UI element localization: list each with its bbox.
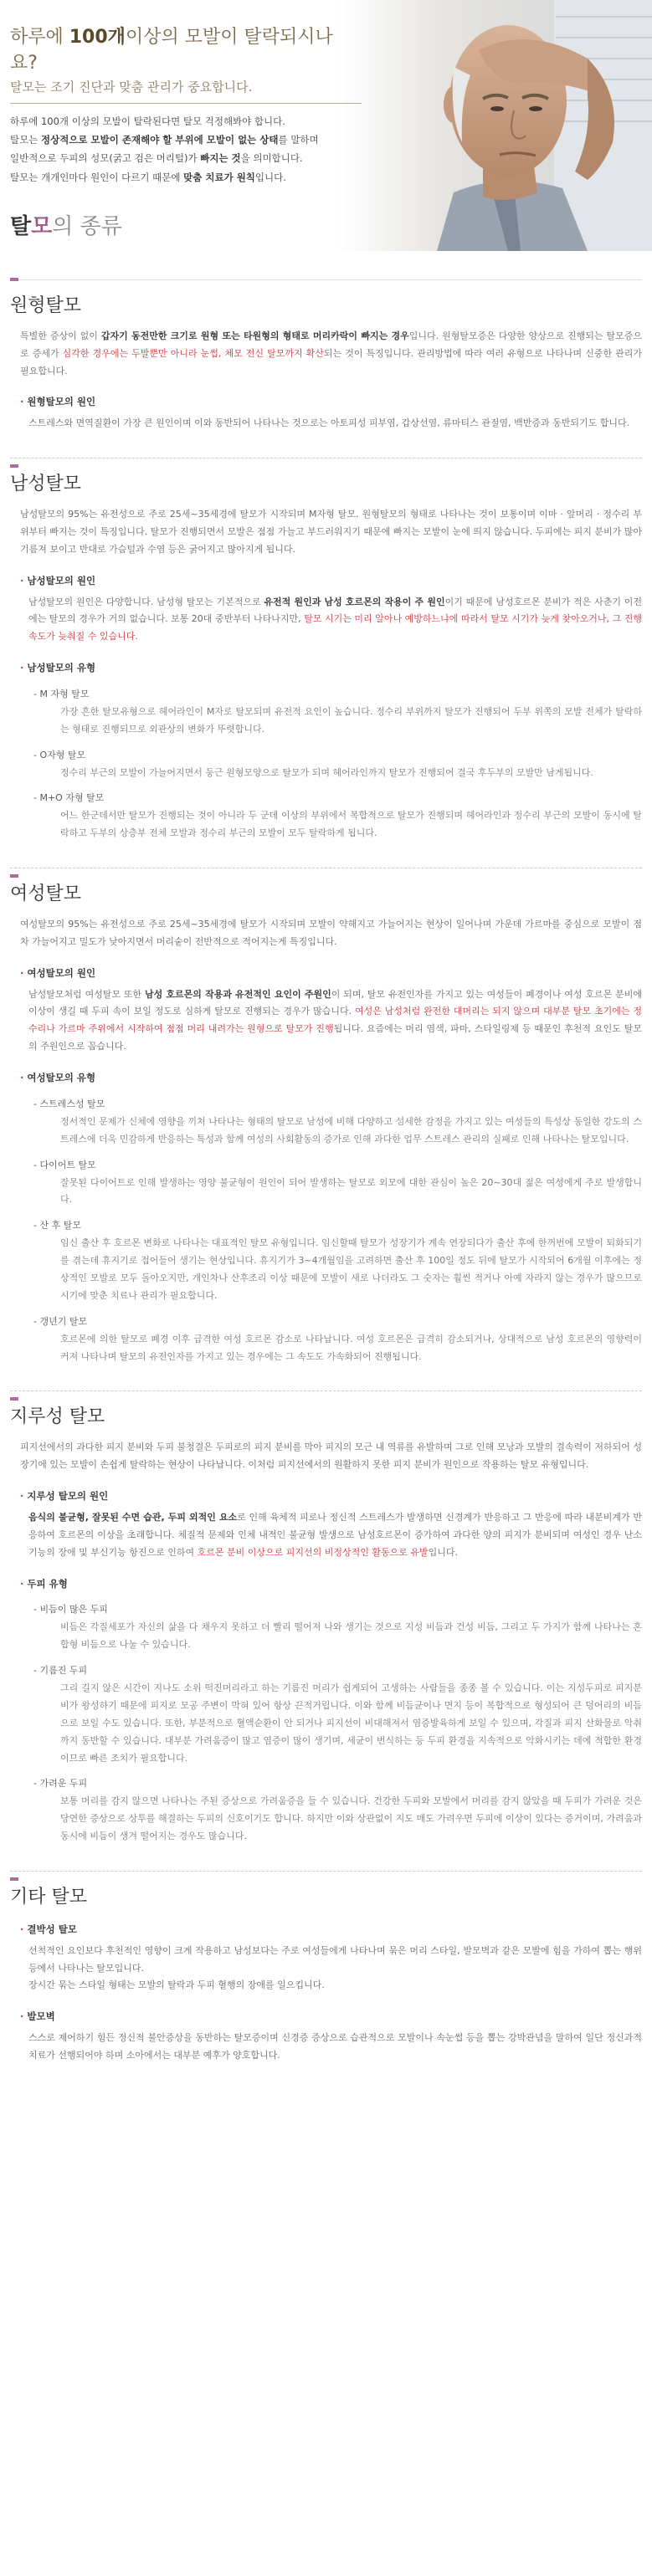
type-heading: - 다이어트 탈모 xyxy=(33,1159,96,1170)
subsection-body xyxy=(10,986,642,1057)
s4-cause-a: 음식의 불균형, 잘못된 수면 습관, 두피 외적인 요소 xyxy=(28,1511,238,1523)
s1-body-c: 입니다. 원형탈모증은 다양한 양상으로 진행되는 탈모증으로 증세가 xyxy=(20,330,642,359)
section-female-hair-loss xyxy=(0,877,652,1391)
type-body: 비듬은 각질세포가 자신의 삶을 다 채우지 못하고 더 빨리 떨어져 나와 생기는 것으로 지성 비듬과 건성 비듬, 그리고 두 가지가 함께 나타나는 혼합형 비듬으로 나눌 수 있습니다. xyxy=(60,1621,642,1651)
s1-cause-heading: 원형탈모의 원인 xyxy=(27,396,96,408)
bullet-icon: · xyxy=(20,1072,24,1084)
kinds-heading-c: 의 종류 xyxy=(52,214,122,239)
man-holding-head-image xyxy=(336,0,652,251)
type-heading: - M+O 자형 탈모 xyxy=(33,792,105,804)
bullet-icon: · xyxy=(20,396,24,408)
s1-body-b: 갑자기 동전만한 크기로 원형 또는 타원형의 형태로 머리카락이 빠지는 경우 xyxy=(100,330,409,341)
type-heading: - O자형 탈모 xyxy=(33,749,86,761)
kinds-heading-a: 탈 xyxy=(10,214,32,239)
section-divider xyxy=(10,279,642,280)
type-heading: - 산 후 탈모 xyxy=(33,1220,81,1232)
hero-line-3-c: 을 의미합니다. xyxy=(240,152,303,165)
s5-item-1-heading: 발모벽 xyxy=(27,2010,55,2023)
section-title: 원형탈모 xyxy=(10,295,82,316)
s3-cause-b: 남성 호르몬의 작용과 유전적인 요인이 주원인 xyxy=(145,988,331,1000)
s1-body-a: 특별한 증상이 없이 xyxy=(20,330,101,341)
bullet-icon: · xyxy=(20,1923,24,1935)
bullet-icon: · xyxy=(20,966,24,979)
section-body: 피지선에서의 과다한 피지 분비와 두피 불청결은 두피로의 피지 분비를 막아 피지의 모근 내 역류를 유발하며 그로 인해 모낭과 모발의 결속력이 저하되어 성장기에 있는 모발이 손쉽게 탈락하는 현상이 나타납니다. 이처럼 피지선에서의 원활하지 못한 피지 분비가 원인으로 작용하는 탈모 유형입니다. xyxy=(20,1442,642,1471)
hero-body xyxy=(10,112,353,187)
hero-line-3-b: 빠지는 것 xyxy=(200,152,241,165)
type-body: 정수리 부근의 모발이 가늘어지면서 둥근 원형모양으로 탈모가 되며 헤어라인까지 탈모가 진행되어 결국 후두부의 모발만 남게됩니다. xyxy=(60,766,593,778)
s4-cause-d: 입니다. xyxy=(428,1546,459,1558)
subsection-body: 장시간 묶는 스타일 형태는 모발의 탈락과 두피 혈행의 장애를 일으킵니다. xyxy=(28,1979,325,1991)
section-body: 여성탈모의 95%는 유전성으로 주로 25세~35세경에 탈모가 시작되며 모발이 약해지고 가늘어지는 현상이 일어나며 가운데 가르마를 중심으로 모발이 점차 가늘어지고 밀도가 낮아지면서 머리숱이 전반적으로 적어지는게 특징입니다. xyxy=(20,918,642,947)
kinds-heading xyxy=(10,213,122,242)
section-separator xyxy=(10,1390,642,1391)
section-body: 남성탈모의 95%는 유전성으로 주로 25세~35세경에 탈모가 시작되며 M자형 탈모. 원형탈모의 형태로 나타나는 것이 보통이며 이마 · 앞머리 · 정수리 부위부터 빠지는 것이 특징입니다. 탈모가 진행되면서 모발은 점점 가늘고 부드러워지기 때문에 빠지는 모발이 눈에 띄지 않습니다. 두피에는 피지 분비가 많아 기름져 보이고 반대로 가슴털과 수염 등은 굵어지고 많아지게 됩니다. xyxy=(20,509,642,555)
subsection-body: 스트레스와 면역질환이 가장 큰 원인이며 이와 동반되어 나타나는 것으로는 아토피성 피부염, 갑상선염, 류마티스 관절염, 백반증과 동반되기도 합니다. xyxy=(28,417,630,429)
hero-line-4-b: 맞춤 치료가 원칙 xyxy=(183,171,255,183)
subsection-heading xyxy=(20,393,642,412)
s3-cause-e: 됩니다. 요즘에는 머리 염색, 파마, 스타일링제 등 때문인 후천적 요인도 탈모의 주원인으로 꼽습니다. xyxy=(28,1023,643,1052)
s4-cause-heading: 지루성 탈모의 원인 xyxy=(27,1490,109,1503)
hero-line-3 xyxy=(10,149,353,167)
subsection-heading xyxy=(20,659,642,678)
section-male-hair-loss xyxy=(0,467,652,868)
section-divider-mark xyxy=(10,278,18,281)
type-heading: - 비듬이 많은 두피 xyxy=(33,1604,108,1616)
subsection-heading xyxy=(20,965,642,983)
type-heading: - 갱년기 탈모 xyxy=(33,1315,88,1327)
hero-line-4-c: 입니다. xyxy=(254,171,286,183)
subsection-body: 선척적인 요인보다 후천적인 영향이 크게 작용하고 남성보다는 주로 여성들에게 나타나며 묶은 머리 스타일, 발모벽과 같은 모발에 힘을 가하여 뽑는 행위 등에서 나타나는 탈모입니다. xyxy=(28,1944,642,1974)
s1-body-e: 되는 것이 특징입니다. 관리방법에 따라 여러 유형으로 나타나며 신중한 관리가 필요합니다. xyxy=(20,347,643,376)
subsection-body: 스스로 제어하기 힘든 정신적 불안증상을 동반하는 탈모증이며 신경증 증상으로 습관적으로 모발이나 속눈썹 등을 뽑는 강박관념을 말하여 일단 정신과적 치료가 선행되어야 하며 소아에서는 대부분 예후가 양호합니다. xyxy=(28,2032,642,2061)
hero-line-4-a: 탈모는 개개인마다 원인이 다르기 때문에 xyxy=(10,171,184,183)
type-body: 가장 흔한 탈모유형으로 헤어라인이 M자로 탈모되며 유전적 요인이 높습니다. 정수리 부위까지 탈모가 진행되어 두부 위쪽의 모발 전체가 탈락하는 형태로 진행되므로 외관상의 변화가 뚜렷합니다. xyxy=(60,705,642,735)
s4-cause-b: 로 인해 육체적 피로나 정신적 스트레스가 발생하면 신경계가 반응하고 그 반응에 따라 내분비계가 반응하여 호르몬의 이상을 초래합니다. 체질적 문제와 인체 내적인 불균형 발생으로 남성호르몬이 증가하여 과다한 양의 피지가 분비되며 여성인 경우 난소 기능의 장애 및 부신기능 항진으로 인하여 xyxy=(28,1511,642,1558)
type-body: 호르몬에 의한 탈모로 폐경 이후 급격한 여성 호르몬 감소로 나타납니다. 여성 호르몬은 급격히 감소되거나, 상대적으로 남성 호르몬의 영향력이 커져 나타나며 탈모의 유전인자를 가지고 있는 경우에는 그 속도도 가속화되어 진행됩니다. xyxy=(60,1333,642,1362)
hero xyxy=(0,0,652,251)
hero-line-3-a: 일반적으로 두피의 성모(굵고 검은 머리털)가 xyxy=(10,152,201,165)
hero-line-2 xyxy=(10,131,353,149)
bullet-icon: · xyxy=(20,574,24,586)
hero-line-1: 하루에 100개 이상의 모발이 탈락된다면 탈모 걱정해봐야 합니다. xyxy=(10,115,285,127)
type-body: 보통 머리를 감지 않으면 나타나는 주된 증상으로 가려움증을 들 수 있습니다. 건강한 두피와 모발에서 머리를 감지 않았을 때 두피가 가려운 것은 당연한 증상으로 상투를 해결하는 두피의 신호이기도 합니다. 하지만 이와 상관없이 지도 매도 가려우면 두피에 이상이 있다는 증거이며, 가려움과 동시에 비듬이 생겨 떨어지는 경우도 많습니다. xyxy=(60,1795,642,1842)
s2-types-heading: 남성탈모의 유형 xyxy=(27,662,96,674)
section-title: 지루성 탈모 xyxy=(10,1406,105,1428)
bullet-icon: · xyxy=(20,2010,24,2023)
type-heading: - 가려운 두피 xyxy=(33,1778,88,1790)
bullet-icon: · xyxy=(20,1490,24,1503)
kinds-heading-b: 모 xyxy=(31,214,53,239)
subsection-heading xyxy=(20,1921,642,1939)
type-body: 임신 출산 후 호르몬 변화로 나타나는 대표적인 탈모 유형입니다. 임신할때 탈모가 성장기가 계속 연장되다가 출산 후에 한꺼번에 모발이 퇴화되기를 겪는데 휴지기로 접어들어 생기는 현상입니다. 휴지기가 3~4개월임을 고려하면 출산 후 100일 정도 뒤에 탈모가 시작되어 6개월 이후에는 정상적인 모발로 모두 돌아오지만, 개인차나 산후조리 이상 때문에 모발이 새로 나더라도 그 숫자는 훨씬 적거나 아예 자라지 않는 경우가 많으므로 시기에 맞춘 치료나 관리가 필요합니다. xyxy=(60,1237,642,1301)
hero-divider xyxy=(10,103,362,104)
subsection-body xyxy=(10,1509,642,1562)
hero-title-pre: 하루에 xyxy=(10,27,69,48)
subsection-heading xyxy=(20,1069,642,1088)
subsection-heading xyxy=(20,1488,642,1506)
bullet-icon: · xyxy=(20,662,24,674)
hero-text xyxy=(10,25,353,187)
section-alopecia-areata xyxy=(0,279,652,458)
s3-cause-c: 이 되며, 탈모 유전인자를 가지고 있는 여성들이 폐경이나 여성 호르몬 분비에 이상이 생길 때 두피 속이 보일 정도로 심하게 탈모로 진행되는 경우가 많습니다. xyxy=(28,988,642,1017)
section-body xyxy=(10,328,642,381)
type-heading: - 스트레스성 탈모 xyxy=(33,1098,105,1109)
section-title: 기타 탈모 xyxy=(10,1886,88,1908)
hero-line-2-c: 를 말하며 xyxy=(278,134,319,146)
hero-photo xyxy=(336,0,652,251)
bullet-icon: · xyxy=(20,1577,24,1590)
type-heading: - 기름진 두피 xyxy=(33,1665,88,1677)
s2-cause-a: 남성탈모의 원인은 다양합니다. 남성형 탈모는 기본적으로 xyxy=(28,596,264,607)
hero-title-bold: 100개 xyxy=(69,27,126,48)
hero-line-2-b: 정상적으로 모발이 존재해야 할 부위에 모발이 없는 상태 xyxy=(40,134,279,146)
type-heading: - M 자형 탈모 xyxy=(33,689,90,700)
s4-types-heading: 두피 유형 xyxy=(27,1577,68,1590)
hero-line-2-a: 탈모는 xyxy=(10,134,41,146)
s3-cause-d: 여성은 남성처럼 완전한 대머리는 되지 않으며 대부분 탈모 초기에는 정수리나 가르마 주위에서 시작하여 점점 머리 내려가는 원형으로 탈모가 진행 xyxy=(28,1006,642,1035)
subsection-heading xyxy=(20,572,642,591)
s2-cause-heading: 남성탈모의 원인 xyxy=(27,574,96,586)
section-other-hair-loss xyxy=(0,1880,652,2065)
subsection-body xyxy=(10,594,642,647)
s1-body-d: 심각한 경우에는 두발뿐만 아니라 눈썹, 체모 전신 탈모까지 확산 xyxy=(62,347,324,359)
section-divider-mark xyxy=(10,874,18,878)
hero-subtitle: 탈모는 조기 진단과 맞춤 관리가 중요합니다. xyxy=(10,79,253,95)
section-seborrheic-hair-loss xyxy=(0,1400,652,1872)
subsection-heading xyxy=(20,1575,642,1594)
hero-title-post: 이상의 모발이 탈락되시나요? xyxy=(10,27,333,74)
section-divider-mark xyxy=(10,1397,18,1401)
section-divider-mark xyxy=(10,1877,18,1881)
type-body: 정서적인 문제가 신체에 영향을 끼쳐 나타나는 형태의 탈모로 남성에 비해 다양하고 섬세한 감정을 가지고 있는 여성들의 특성상 동일한 강도의 스트레스에 더욱 민감하게 반응하는 특성과 함께 여성의 사회활동의 증가로 인해 과다한 업무 스트레스 관리의 실패로 인해 나타나는 탈모입니다. xyxy=(60,1115,642,1145)
hero-line-4 xyxy=(10,168,353,187)
section-divider-mark xyxy=(10,464,18,468)
s3-cause-a: 남성탈모처럼 여성탈모 또한 xyxy=(28,988,146,1000)
section-separator xyxy=(10,1871,642,1872)
s3-cause-heading: 여성탈모의 원인 xyxy=(27,966,96,979)
type-body: 잘못된 다이어트로 인해 발생하는 영양 불균형이 원인이 되어 발생하는 탈모로 외모에 대한 관심이 높은 20~30대 젊은 여성에게 주로 발생합니다. xyxy=(60,1176,642,1206)
s5-item-0-heading: 결박성 탈모 xyxy=(27,1923,77,1935)
type-body: 그리 길지 않은 시간이 지나도 소위 떡진머리라고 하는 기름진 머리가 쉽게되어 고생하는 사람들을 종종 볼 수 있습니다. 이는 지성두피로 피지분비가 왕성하기 때문에 피지로 모공 주변이 막혀 있어 항상 끈적거립니다. 이와 함께 비듬균이나 면지 등이 복합적으로 형성되어 큰 덩어리의 비듬으로 보일 수도 있습니다. 또한, 부분적으로 혈액순환이 안 되거나 피지선이 비대해져서 염증발육하게 보일 수 있으며, 각질과 피지 산화물로 악취까지 동반할 수 있습니다. 대부분 가려움증이 많고 염증이 많이 생기며, 세균이 번식하는 등 두피 환경을 지속적으로 악화시키는 데에 적합한 환경이므로 빠른 조치가 필요합니다. xyxy=(60,1682,642,1764)
type-body: 어느 한군데서만 탈모가 진행되는 것이 아니라 두 군데 이상의 부위에서 복합적으로 탈모가 진행되며 헤어라인과 정수리 부근의 모발이 동시에 탈락하고 두부의 상층부 전체 모발과 정수리 부근의 모발이 모두 탈락하게 됩니다. xyxy=(60,810,642,839)
section-title: 여성탈모 xyxy=(10,883,82,905)
section-title: 남성탈모 xyxy=(10,474,82,495)
s2-cause-c: 이기 때문에 남성호르몬 분비가 적은 사춘기 이전에는 탈모의 경우가 거의 없습니다. 보통 20대 중반부터 나타나지만, xyxy=(28,596,643,625)
s3-types-heading: 여성탈모의 유형 xyxy=(27,1072,96,1084)
s4-cause-c: 호르몬 분비 이상으로 피지선의 비정상적인 활동으로 유발 xyxy=(197,1546,429,1558)
subsection-heading xyxy=(20,2008,642,2026)
s2-cause-b: 유전적 원인과 남성 호르몬의 작용이 주 원인 xyxy=(264,596,445,607)
hero-title xyxy=(10,25,353,77)
s2-cause-d: 탈모 시기는 미리 알아나 예방하느냐에 따라서 탈모 시기가 늦게 찾아오거나, 그 진행 속도가 늦춰질 수 있습니다. xyxy=(28,613,643,643)
